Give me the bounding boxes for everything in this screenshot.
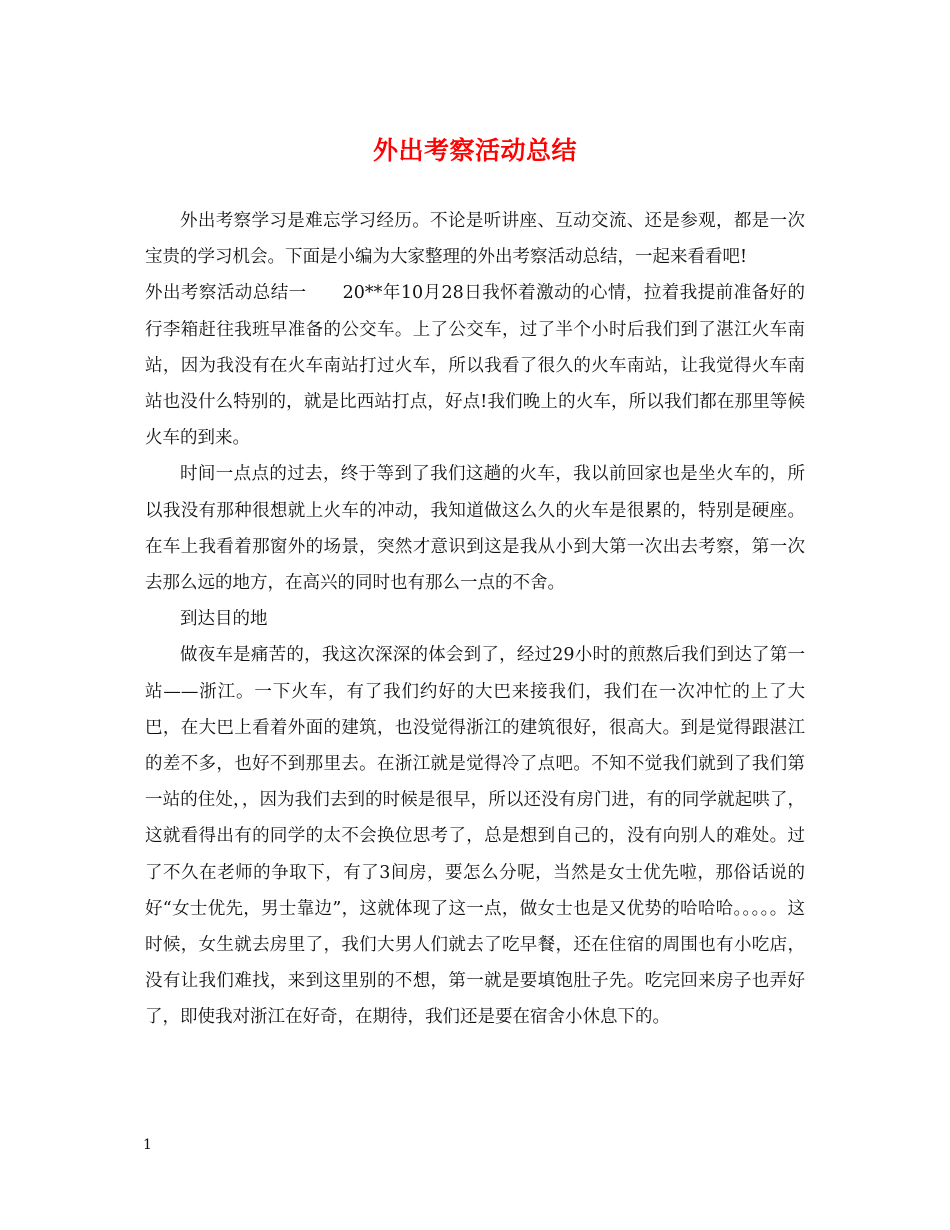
zhejiang-paragraph: 做夜车是痛苦的，我这次深深的体会到了，经过29小时的煎熬后我们到达了第一站——浙江。一下火车，有了我们约好的大巴来接我们，我们在一次冲忙的上了大巴，在大巴上看着外面的建筑，也没觉得浙江的建筑很好，很高大。到是觉得跟湛江的差不多，也好不到那里去。在浙江就是觉得冷了点吧。不知不觉我们就到了我们第一站的住处，，因为我们去到的时候是很早，所以还没有房门进，有的同学就起哄了，这就看得出有的同学的太不会换位思考了，总是想到自己的，没有向别人的难处。过了不久在老师的争取下，有了3间房，要怎么分呢，当然是女士优先啦，那俗话说的好“女士优先，男士靠边”，这就体现了这一点，做女士也是又优势的哈哈哈。。。。。这时候，女生就去房里了，我们大男人们就去了吃早餐，还在住宿的周围也有小吃店，没有让我们难找，来到这里别的不想，第一就是要填饱肚子先。吃完回来房子也弄好了，即使我对浙江在好奇，在期待，我们还是要在宿舍小休息下的。: [145, 645, 805, 1028]
intro-paragraph: 外出考察学习是难忘学习经历。不论是听讲座、互动交流、还是参观，都是一次宝贵的学习机会。下面是小编为大家整理的外出考察活动总结，一起来看看吧!: [145, 211, 805, 268]
document-title: 外出考察活动总结: [372, 136, 577, 165]
section-heading: 外出考察活动总结一: [145, 283, 307, 304]
page-number: 1: [143, 1137, 152, 1153]
section-one-paragraph: [145, 275, 805, 456]
arrival-heading: 到达目的地: [180, 609, 268, 630]
section-one-text: 20**年10月28日我怀着激动的心情，拉着我提前准备好的行李箱赶往我班早准备的公交车。上了公交车，过了半个小时后我们到了湛江火车南站，因为我没有在火车南站打过火车，所以我看了很久的火车南站，让我觉得火车南站也没什么特别的，就是比西站打点，好点!我们晚上的火车，所以我们都在那里等候火车的到来。: [145, 283, 805, 449]
document-body: [145, 203, 805, 1036]
train-paragraph: 时间一点点的过去，终于等到了我们这趟的火车，我以前回家也是坐火车的，所以我没有那种很想就上火车的冲动，我知道做这么久的火车是很累的，特别是硬座。在车上我看着那窗外的场景，突然才意识到这是我从小到大第一次出去考察，第一次去那么远的地方，在高兴的同时也有那么一点的不舍。: [145, 464, 805, 594]
